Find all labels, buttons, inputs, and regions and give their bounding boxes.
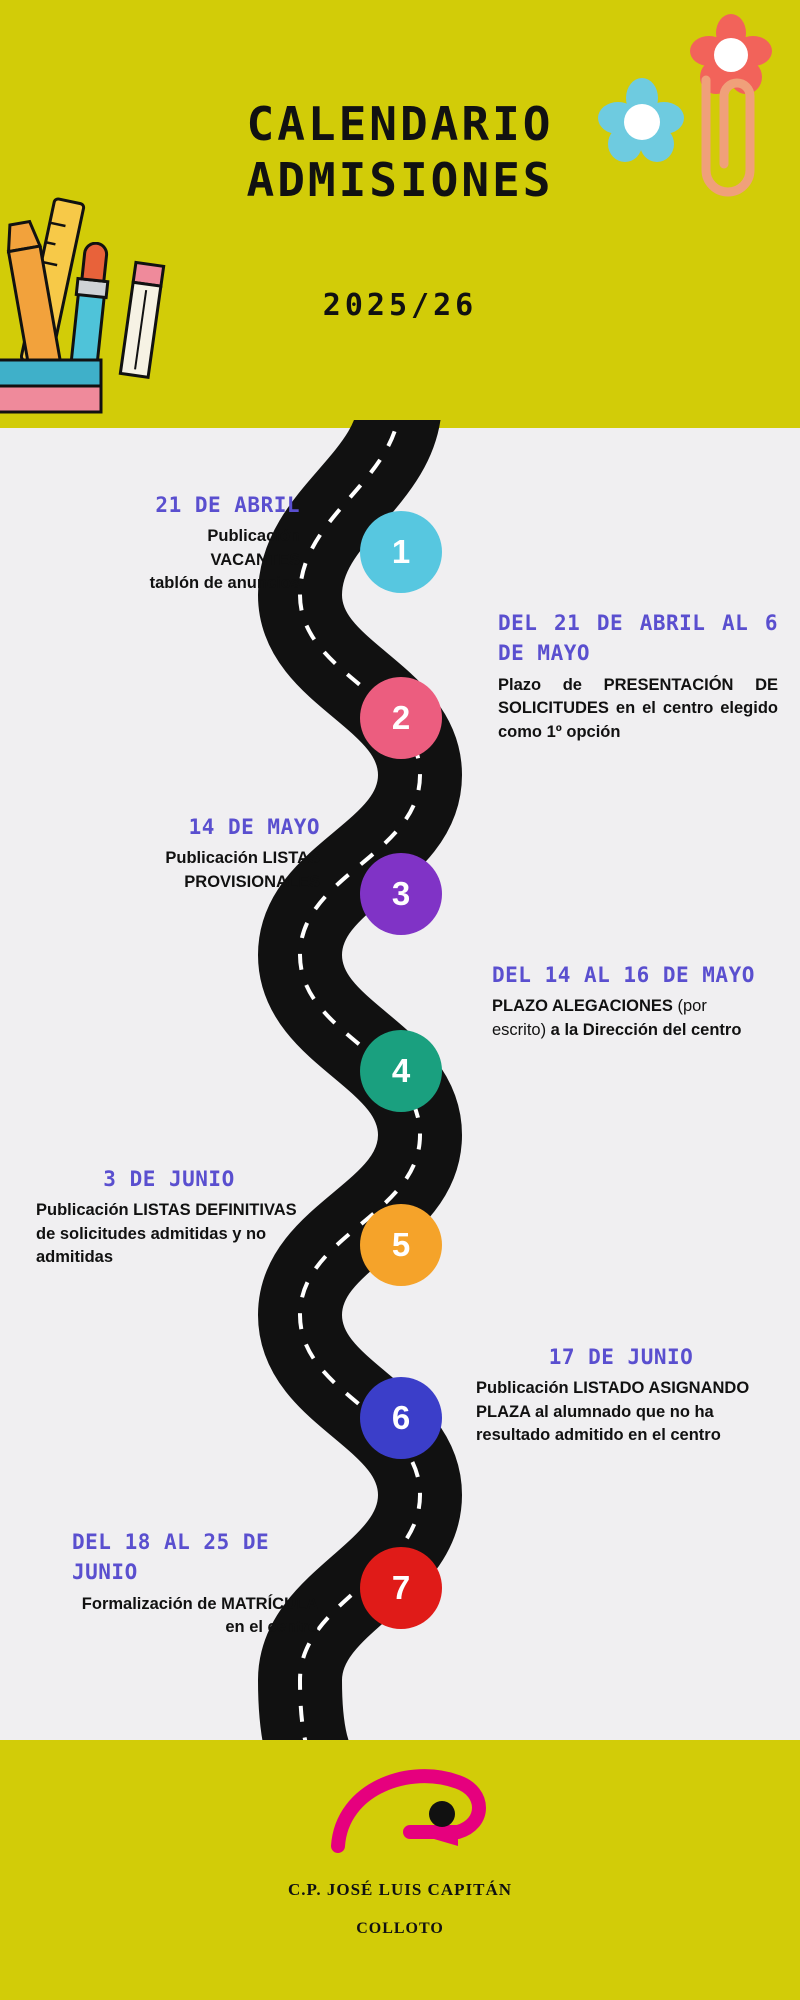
step-desc-1: Publicación VACANTES tablón de anuncios <box>149 527 300 593</box>
title-line-2: ADMISIONES <box>246 153 554 208</box>
step-marker-4: 4 <box>360 1030 442 1112</box>
school-name: C.P. JOSÉ LUIS CAPITÁN <box>288 1880 512 1899</box>
step-text-3 <box>40 812 320 894</box>
step-text-6 <box>476 1342 766 1448</box>
step-desc-7: Formalización de MATRÍCULA en el centro <box>81 1594 318 1637</box>
step-date-2: DEL 21 DE ABRIL AL 6 DE MAYO <box>498 611 778 666</box>
poster-header <box>0 0 800 428</box>
page-title <box>0 96 800 208</box>
step-text-2 <box>498 608 778 744</box>
step-text-7 <box>36 1527 318 1640</box>
school-logo-icon <box>290 1768 510 1858</box>
step-date-4: DEL 14 AL 16 DE MAYO <box>492 963 755 987</box>
step-text-1 <box>40 490 300 596</box>
step-marker-7: 7 <box>360 1547 442 1629</box>
step-date-1: 21 DE ABRIL <box>155 493 300 517</box>
step-desc-6: Publicación LISTADO ASIGNANDO PLAZA al alumnado que no ha resultado admitido en el centro <box>476 1379 750 1445</box>
step-date-6: 17 DE JUNIO <box>548 1345 694 1369</box>
step-date-7: DEL 18 AL 25 DE JUNIO <box>72 1530 270 1585</box>
school-location: COLLOTO <box>356 1920 444 1937</box>
step-marker-3: 3 <box>360 853 442 935</box>
title-line-1: CALENDARIO <box>246 97 554 151</box>
step-marker-6: 6 <box>360 1377 442 1459</box>
step-desc-2: Plazo de PRESENTACIÓN DE SOLICITUDES en el centro elegido como 1º opción <box>498 675 778 741</box>
step-marker-2: 2 <box>360 677 442 759</box>
step-text-5 <box>36 1164 302 1270</box>
step-desc-5: Publicación LISTAS DEFINITIVAS de solicitudes admitidas y no admitidas <box>36 1201 297 1267</box>
step-desc-3: Publicación LISTAS PROVISIONALES <box>165 849 320 891</box>
step-marker-5: 5 <box>360 1204 442 1286</box>
poster-footer <box>0 1740 800 2000</box>
step-text-4 <box>492 960 760 1042</box>
step-desc-4: PLAZO ALEGACIONES (por escrito) a la Dirección del centro <box>492 997 742 1039</box>
step-marker-1: 1 <box>360 511 442 593</box>
academic-year: 2025/26 <box>322 288 478 323</box>
step-date-3: 14 DE MAYO <box>188 815 320 839</box>
step-date-5: 3 DE JUNIO <box>103 1167 235 1191</box>
